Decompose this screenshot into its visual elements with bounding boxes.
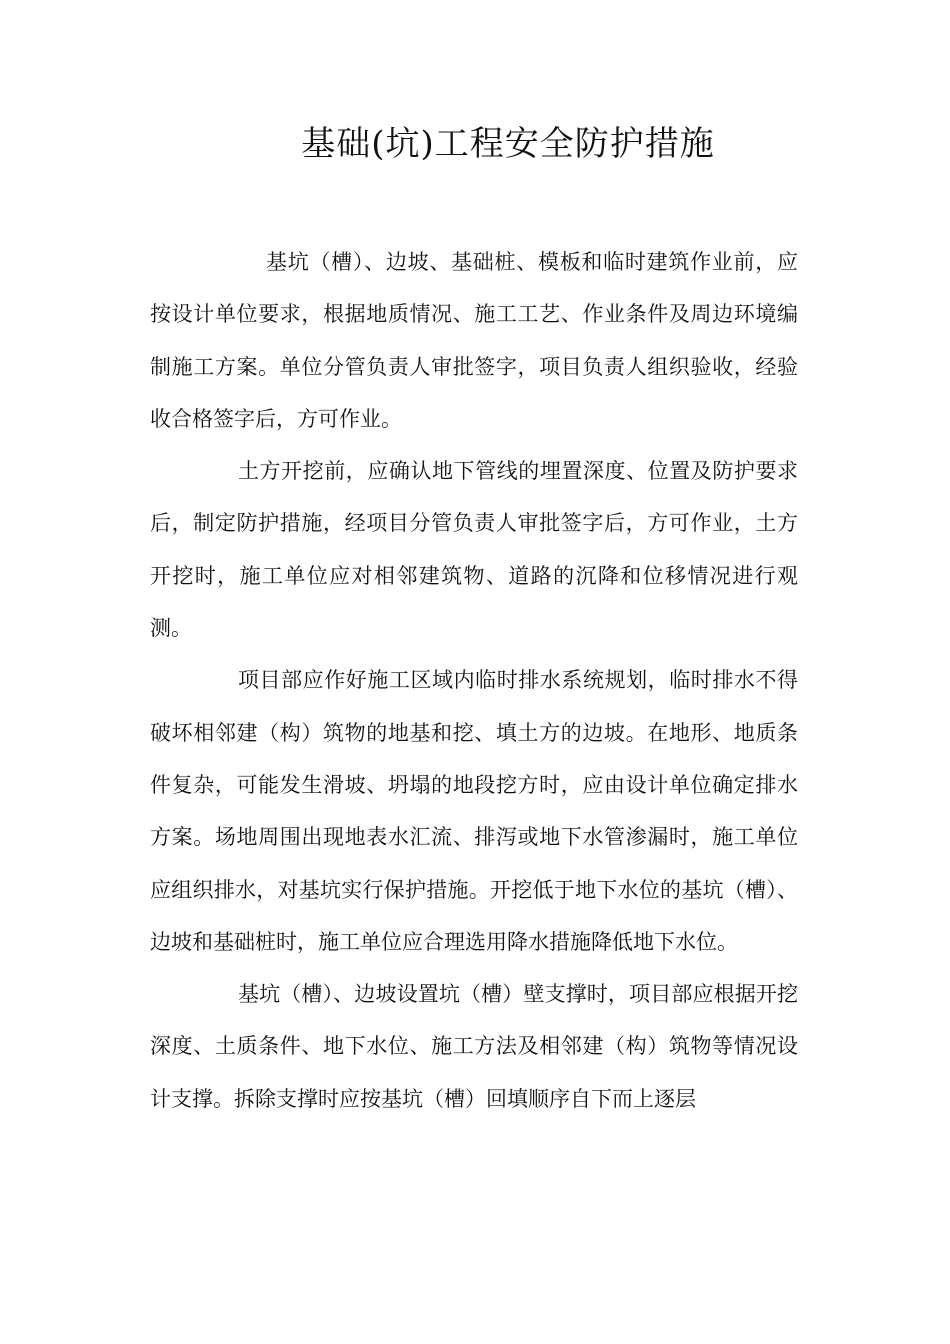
paragraph-4: 基坑（槽）、边坡设置坑（槽）壁支撑时，项目部应根据开挖深度、土质条件、地下水位、施工方法及相邻建（构）筑物等情况设计支撑。拆除支撑时应按基坑（槽）回填顺序自下而上逐层 (150, 982, 798, 1111)
paragraph-2: 土方开挖前，应确认地下管线的埋置深度、位置及防护要求后，制定防护措施，经项目分管负责人审批签字后，方可作业，土方开挖时，施工单位应对相邻建筑物、道路的沉降和位移情况进行观测。 (150, 459, 798, 641)
paragraph-3: 项目部应作好施工区域内临时排水系统规划，临时排水不得破坏相邻建（构）筑物的地基和挖、填土方的边坡。在地形、地质条件复杂，可能发生滑坡、坍塌的地段挖方时，应由设计单位确定排水方案。场地周围出现地表水汇流、排泻或地下水管渗漏时，施工单位应组织排水，对基坑实行保护措施。开挖低于地下水位的基坑（槽）、边坡和基础桩时，施工单位应合理选用降水措施降低地下水位。 (150, 668, 798, 954)
paragraph-1: 基坑（槽）、边坡、基础桩、模板和临时建筑作业前，应按设计单位要求，根据地质情况、施工工艺、作业条件及周边环境编制施工方案。单位分管负责人审批签字，项目负责人组织验收，经验收合格签字后，方可作业。 (150, 250, 798, 431)
document-body (150, 236, 798, 1125)
document-title: 基础(坑)工程安全防护措施 (301, 124, 715, 164)
